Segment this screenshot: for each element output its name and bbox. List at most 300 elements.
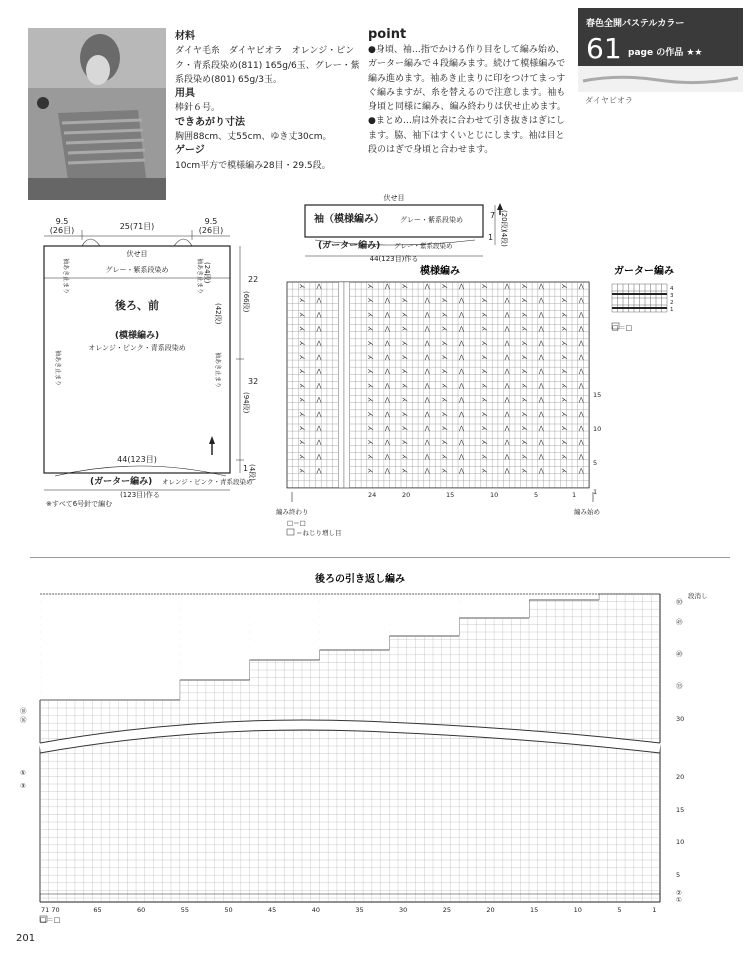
w-left-sts: (26目) — [49, 226, 75, 235]
pattern-symbol: ⋀ — [384, 311, 390, 319]
sleeve-garter-color: グレー・紫系段染め — [394, 242, 453, 250]
gauge-text: 10cm平方で模様編み28目・29.5段。 — [175, 160, 331, 171]
pattern-symbol: ⋀ — [316, 439, 322, 447]
short-row-x-label: 30 — [399, 906, 408, 914]
pattern-symbol: ⋋ — [481, 283, 488, 290]
pattern-symbol: ⋋ — [441, 339, 448, 347]
pattern-symbol: ⋋ — [521, 311, 528, 319]
pattern-symbol: ⋀ — [316, 368, 322, 376]
pattern-symbol: ⋋ — [481, 425, 488, 432]
sr-right-20: 20 — [676, 773, 685, 781]
pattern-symbol: ⋋ — [561, 325, 568, 333]
gauge-heading: ゲージ — [175, 145, 205, 157]
pattern-symbol: ⋀ — [578, 339, 584, 347]
pattern-symbol: ⋋ — [441, 425, 448, 432]
h-22-rows: (66段) — [242, 291, 250, 313]
pattern-symbol: ⋋ — [367, 467, 374, 475]
pattern-symbol: ⋋ — [521, 283, 528, 290]
pattern-symbol: ⋀ — [578, 453, 584, 461]
body-garter-color: オレンジ・ピンク・青系段染め — [162, 478, 253, 486]
pattern-symbol: ⋋ — [481, 410, 488, 418]
pattern-symbol: ⋋ — [441, 439, 448, 447]
pattern-symbol: ⋋ — [481, 453, 488, 461]
badge-page-label: page の作品 ★★ — [628, 48, 703, 58]
pattern-symbol: ⋀ — [459, 339, 464, 347]
pattern-symbol: ⋋ — [299, 354, 306, 361]
gchart-row-2: 2 — [670, 300, 674, 306]
sleeve-color: グレー・紫系段染め — [400, 216, 463, 224]
short-row-x-label: 65 — [93, 906, 102, 914]
sleeve-rows-20: (20段) — [500, 210, 508, 232]
pattern-symbol: ⋋ — [402, 325, 408, 333]
pattern-symbol: ⋀ — [459, 354, 464, 361]
pattern-symbol: ⋀ — [316, 453, 322, 461]
pattern-symbol: ⋀ — [384, 396, 390, 404]
pattern-symbol: ⋋ — [402, 410, 408, 418]
pattern-symbol: ⋋ — [521, 297, 528, 305]
sleeve-rows-4: (4段) — [500, 230, 508, 247]
h-1-rows: (4段) — [248, 464, 256, 481]
sr-right-50: ㊿ — [676, 598, 683, 606]
sr-left-3: ③ — [20, 782, 26, 790]
pattern-symbol: ⋀ — [578, 396, 584, 404]
h-1: 1 — [243, 464, 249, 473]
gchart-row-4: 4 — [670, 286, 674, 292]
pattern-symbol: ⋋ — [521, 410, 528, 418]
pattern-symbol: ⋀ — [578, 425, 584, 432]
pattern-symbol: ⋀ — [538, 410, 544, 418]
pattern-symbol: ⋋ — [367, 283, 374, 290]
pattern-symbol: ⋀ — [424, 439, 430, 447]
pattern-symbol: ⋀ — [316, 467, 322, 475]
pchart-col-5: 5 — [534, 491, 539, 499]
pattern-symbol: ⋋ — [561, 425, 568, 432]
pattern-symbol: ⋋ — [481, 339, 488, 347]
pattern-symbol: ⋀ — [316, 396, 322, 404]
pattern-symbol: ⋋ — [441, 467, 448, 475]
pattern-symbol: ⋋ — [521, 368, 528, 376]
tools-heading: 用具 — [175, 88, 195, 100]
sr-right-5: 5 — [676, 871, 681, 879]
section-divider — [30, 557, 730, 558]
pattern-symbol: ⋋ — [367, 396, 374, 404]
pattern-symbol: ⋋ — [299, 396, 306, 404]
pattern-symbol: ⋀ — [459, 382, 464, 390]
pchart-row-15: 15 — [593, 391, 602, 399]
pattern-symbol: ⋀ — [424, 283, 430, 290]
pattern-symbol: ⋋ — [367, 439, 374, 447]
pattern-symbol: ⋋ — [441, 396, 448, 404]
pattern-symbol: ⋋ — [521, 354, 528, 361]
pattern-symbol: ⋋ — [299, 425, 306, 432]
pattern-symbol: ⋀ — [316, 382, 322, 390]
short-row-x-label: 15 — [530, 906, 539, 914]
pattern-symbol: ⋀ — [384, 439, 390, 447]
short-row-x-label: 35 — [355, 906, 364, 914]
sleeve-opening-left-2: 袖あき止まり — [54, 350, 61, 387]
pattern-symbol: ⋀ — [578, 368, 584, 376]
pattern-symbol: ⋀ — [504, 297, 510, 305]
pattern-symbol: ⋋ — [561, 467, 568, 475]
pattern-symbol: ⋋ — [481, 297, 488, 305]
pattern-symbol: ⋀ — [538, 396, 544, 404]
pattern-symbol: ⋀ — [459, 410, 464, 418]
pattern-symbol: ⋋ — [402, 439, 408, 447]
short-row-x-label: 40 — [311, 906, 320, 914]
pattern-symbol: ⋋ — [367, 311, 374, 319]
pattern-symbol: ⋋ — [441, 453, 448, 461]
pchart-row-1: 1 — [593, 488, 598, 496]
sr-right-10: 10 — [676, 838, 685, 846]
pattern-symbol: ⋋ — [441, 311, 448, 319]
pattern-symbol: ⋋ — [521, 325, 528, 333]
pattern-symbol: ⋀ — [316, 410, 322, 418]
pchart-row-5: 5 — [593, 459, 598, 467]
yarn-label: ダイヤビオラ — [585, 96, 633, 105]
pattern-symbol: ⋋ — [441, 354, 448, 361]
w-left: 9.5 — [55, 217, 69, 226]
pattern-symbol: ⋀ — [316, 325, 322, 333]
pattern-symbol: ⋀ — [459, 453, 464, 461]
pattern-symbol: ⋋ — [299, 339, 306, 347]
pattern-symbol: ⋀ — [538, 283, 544, 290]
pattern-symbol: ⋋ — [299, 325, 306, 333]
pattern-symbol: ⋀ — [578, 297, 584, 305]
w-right-sts: (26目) — [198, 226, 224, 235]
pattern-symbol: ⋀ — [504, 368, 510, 376]
pattern-symbol: ⋋ — [299, 467, 306, 475]
pattern-symbol: ⋀ — [424, 396, 430, 404]
sr-right-1: ① — [676, 896, 682, 904]
pattern-symbol: ⋋ — [481, 396, 488, 404]
pattern-symbol: ⋋ — [521, 396, 528, 404]
short-row-x-label: 10 — [573, 906, 582, 914]
body-pattern-color: オレンジ・ピンク・青系段染め — [88, 344, 186, 352]
rows-24: (24段) — [203, 262, 211, 284]
point-title: point — [368, 27, 407, 42]
pattern-symbol: ⋀ — [578, 410, 584, 418]
pattern-symbol: ⋀ — [504, 354, 510, 361]
pattern-symbol: ⋋ — [367, 297, 374, 305]
h-32: 32 — [248, 377, 259, 386]
dan-keshi: 段消し — [688, 592, 708, 600]
pattern-symbol: ⋀ — [316, 297, 322, 305]
pattern-symbol: ⋋ — [561, 297, 568, 305]
pchart-legend-2: ＝ねじり増し目 — [296, 529, 342, 537]
pattern-symbol: ⋋ — [521, 382, 528, 390]
pattern-symbol: ⋀ — [316, 339, 322, 347]
h-32-rows: (94段) — [242, 392, 250, 414]
gchart-row-1: 1 — [670, 307, 674, 313]
pattern-symbol: ⋀ — [504, 453, 510, 461]
pattern-symbol: ⋋ — [521, 467, 528, 475]
pattern-symbol: ⋋ — [481, 325, 488, 333]
pattern-symbol: ⋀ — [504, 410, 510, 418]
pattern-symbol: ⋀ — [424, 297, 430, 305]
pattern-symbol: ⋋ — [441, 410, 448, 418]
pattern-symbol: ⋋ — [299, 297, 306, 305]
pattern-symbol: ⋀ — [459, 311, 464, 319]
pattern-symbol: ⋋ — [561, 382, 568, 390]
pattern-symbol: ⋋ — [561, 453, 568, 461]
pattern-symbol: ⋀ — [504, 439, 510, 447]
pattern-symbol: ⋀ — [538, 467, 544, 475]
pattern-symbol: ⋋ — [481, 311, 488, 319]
pattern-symbol: ⋀ — [578, 382, 584, 390]
pattern-symbol: ⋋ — [561, 354, 568, 361]
bottom-width: 44(123目) — [117, 455, 157, 464]
short-row-title: 後ろの引き返し編み — [315, 574, 405, 585]
pattern-symbol: ⋋ — [299, 382, 306, 390]
pattern-symbol: ⋀ — [459, 425, 464, 432]
size-heading: できあがり寸法 — [175, 116, 245, 128]
pattern-symbol: ⋀ — [504, 311, 510, 319]
pattern-symbol: ⋀ — [384, 410, 390, 418]
sr-right-30: 30 — [676, 715, 685, 723]
sr-right-40: ㊵ — [676, 650, 683, 658]
pattern-symbol: ⋋ — [402, 297, 408, 305]
gchart-legend: □＝□ — [612, 324, 633, 332]
pattern-symbol: ⋀ — [424, 339, 430, 347]
gchart-row-3: 3 — [670, 293, 674, 299]
pattern-symbol: ⋀ — [424, 368, 430, 376]
pattern-symbol: ⋋ — [521, 339, 528, 347]
pattern-symbol: ⋀ — [538, 425, 544, 432]
pchart-start-label: 編み始め — [574, 508, 600, 516]
pattern-symbol: ⋀ — [459, 325, 464, 333]
body-garter: (ガーター編み) — [90, 477, 153, 487]
w-mid: 25(71目) — [119, 222, 155, 231]
pattern-symbol: ⋀ — [459, 297, 464, 305]
pchart-row-10: 10 — [593, 425, 602, 433]
size-text: 胸囲88cm、丈55cm、ゆき丈30cm。 — [175, 132, 332, 143]
pattern-symbol: ⋋ — [521, 453, 528, 461]
pattern-symbol: ⋋ — [299, 311, 306, 319]
pattern-symbol: ⋋ — [402, 283, 408, 290]
sr-right-2: ② — [676, 889, 682, 897]
gray-stripe-label: グレー・紫系段染め — [105, 266, 169, 274]
bind-off-label: 伏せ目 — [126, 250, 148, 258]
pattern-symbol: ⋀ — [504, 425, 510, 432]
pattern-symbol: ⋋ — [367, 354, 374, 361]
sleeve-bind-off: 伏せ目 — [383, 194, 405, 202]
pattern-symbol: ⋋ — [367, 410, 374, 418]
pattern-symbol: ⋀ — [384, 354, 390, 361]
sleeve-title: 袖（模様編み） — [314, 214, 384, 225]
sr-left-16: ⑯ — [20, 716, 27, 724]
pchart-col-1: 1 — [572, 491, 577, 499]
short-row-chart — [0, 560, 750, 930]
pattern-symbol: ⋀ — [504, 325, 510, 333]
pattern-symbol: ⋋ — [299, 453, 306, 461]
pattern-symbol: ⋋ — [402, 368, 408, 376]
pattern-symbol: ⋋ — [521, 439, 528, 447]
body-cast-on: (123目)作る — [120, 491, 160, 499]
pattern-symbol: ⋀ — [424, 311, 430, 319]
pattern-symbol: ⋋ — [561, 368, 568, 376]
pattern-symbol: ⋋ — [367, 368, 374, 376]
pattern-symbol: ⋀ — [384, 382, 390, 390]
pattern-symbol: ⋀ — [504, 382, 510, 390]
garter-chart-grid — [612, 284, 667, 329]
pattern-symbol: ⋋ — [299, 368, 306, 376]
sr-left-5: ⑤ — [20, 769, 26, 777]
pattern-symbol: ⋀ — [384, 297, 390, 305]
pattern-symbol: ⋋ — [402, 354, 408, 361]
pattern-symbol: ⋋ — [367, 339, 374, 347]
pattern-symbol: ⋀ — [538, 339, 544, 347]
pchart-col-10: 10 — [490, 491, 499, 499]
pattern-symbol: ⋀ — [384, 339, 390, 347]
pattern-symbol: ⋀ — [538, 297, 544, 305]
pattern-symbol: ⋀ — [424, 467, 430, 475]
sleeve-h1: 1 — [488, 233, 494, 242]
body-pattern: (模様編み) — [114, 331, 160, 341]
pattern-symbol: ⋀ — [316, 425, 322, 432]
sleeve-h7: 7 — [490, 211, 496, 220]
pattern-symbol: ⋀ — [424, 425, 430, 432]
pattern-symbol: ⋋ — [561, 283, 568, 290]
pattern-symbol: ⋋ — [299, 439, 306, 447]
tools-text: 棒針６号。 — [175, 103, 221, 114]
short-row-legend: □＝□ — [40, 916, 61, 924]
sr-right-45: ㊺ — [676, 618, 683, 626]
pattern-symbol: ⋀ — [424, 354, 430, 361]
sr-right-35: ㉟ — [676, 682, 683, 690]
pchart-legend-1: □＝□ — [287, 519, 306, 527]
pattern-symbol: ⋋ — [481, 439, 488, 447]
sleeve-opening-right-2: 袖あき止まり — [214, 352, 221, 389]
pattern-symbol: ⋀ — [459, 396, 464, 404]
pattern-symbol: ⋀ — [578, 467, 584, 475]
needle-note: ※すべて6号針で編む — [46, 500, 113, 508]
pattern-symbol: ⋀ — [578, 311, 584, 319]
h-22: 22 — [248, 275, 259, 284]
pattern-symbol: ⋀ — [316, 283, 322, 290]
pchart-end-label: 編み終わり — [276, 508, 309, 516]
pattern-symbol: ⋀ — [459, 439, 464, 447]
sleeve-garter: (ガーター編み) — [318, 241, 381, 251]
badge-title: 春色全開パステルカラー — [586, 19, 685, 29]
short-row-x-label: 45 — [268, 906, 277, 914]
materials-text: ダイヤ毛糸 ダイヤビオラ オレンジ・ピンク・青系段染め(811) 165g/6玉、グレー・紫系段染め(801) 65g/3玉。 — [175, 46, 360, 85]
pattern-symbol: ⋀ — [538, 368, 544, 376]
pattern-symbol: ⋀ — [538, 382, 544, 390]
pattern-symbol: ⋀ — [316, 354, 322, 361]
point-text-2: ●まとめ…肩は外表に合わせて引き抜きはぎにします。脇、袖下はすくいとじにします。袖は目と段のはぎで身頃と合わせます。 — [368, 116, 565, 156]
short-row-x-label: 20 — [486, 906, 495, 914]
pattern-symbol: ⋋ — [481, 467, 488, 475]
pattern-symbol: ⋋ — [402, 425, 408, 432]
pattern-symbol: ⋋ — [441, 382, 448, 390]
pchart-col-24: 24 — [368, 491, 377, 499]
short-row-grid — [40, 594, 660, 902]
short-row-x-label: 50 — [224, 906, 233, 914]
pattern-symbol: ⋋ — [402, 311, 408, 319]
short-row-x-label: 60 — [137, 906, 146, 914]
sr-left-18: ⑱ — [20, 707, 27, 715]
pattern-symbol: ⋀ — [578, 439, 584, 447]
pchart-col-20: 20 — [402, 491, 411, 499]
pattern-symbol: ⋋ — [367, 325, 374, 333]
pattern-symbol: ⋋ — [402, 467, 408, 475]
pattern-symbol: ⋀ — [384, 368, 390, 376]
pattern-symbol: ⋋ — [441, 283, 448, 290]
pattern-symbol: ⋀ — [384, 453, 390, 461]
pattern-symbol: ⋋ — [481, 382, 488, 390]
pattern-symbol: ⋋ — [561, 439, 568, 447]
pattern-symbol: ⋋ — [521, 425, 528, 432]
pattern-symbol: ⋀ — [538, 453, 544, 461]
pattern-symbol: ⋋ — [367, 453, 374, 461]
badge-number: 61 — [586, 32, 622, 65]
pattern-symbol: ⋀ — [504, 467, 510, 475]
pattern-symbol: ⋋ — [402, 453, 408, 461]
body-title: 後ろ、前 — [115, 299, 159, 312]
w-right: 9.5 — [204, 217, 218, 226]
sleeve-opening-right: 袖あき止まり — [196, 258, 203, 295]
pattern-symbol: ⋋ — [441, 297, 448, 305]
pattern-symbol: ⋀ — [504, 283, 510, 290]
pattern-symbol: ⋋ — [481, 354, 488, 361]
pattern-symbol: ⋋ — [299, 283, 306, 290]
page-number: 201 — [16, 933, 36, 944]
sleeve-opening-left: 袖あき止まり — [62, 258, 69, 295]
pattern-chart-title: 模様編み — [420, 266, 460, 277]
pattern-symbol: ⋀ — [384, 283, 390, 290]
pattern-symbol: ⋋ — [402, 339, 408, 347]
pattern-symbol: ⋋ — [367, 425, 374, 432]
pattern-symbol: ⋀ — [316, 311, 322, 319]
pattern-symbol: ⋀ — [578, 325, 584, 333]
pattern-symbol: ⋀ — [384, 325, 390, 333]
pattern-symbol: ⋋ — [402, 382, 408, 390]
pattern-symbol: ⋋ — [561, 410, 568, 418]
pattern-symbol: ⋀ — [384, 467, 390, 475]
pattern-symbol: ⋀ — [504, 339, 510, 347]
short-row-x-label: 71 70 — [41, 906, 60, 914]
pattern-symbol: ⋋ — [561, 311, 568, 319]
point-text-1: ●身頃、袖…指でかける作り目をして編み始め、ガーター編みで４段編みます。続けて模様編みで編み進めます。袖あき止まりに印をつけてまっすぐ編みますが、糸を替えるので注意します。袖も身頃と同様に編み、編み終わりは伏せ止めます。 — [368, 45, 566, 113]
pattern-symbol: ⋀ — [424, 453, 430, 461]
pattern-symbol: ⋀ — [538, 439, 544, 447]
pattern-symbol: ⋀ — [538, 311, 544, 319]
short-row-x-label: 1 — [652, 906, 657, 914]
pattern-symbol: ⋀ — [459, 368, 464, 376]
pattern-symbol: ⋀ — [538, 354, 544, 361]
pattern-symbol: ⋀ — [384, 425, 390, 432]
pattern-symbol: ⋀ — [459, 467, 464, 475]
pattern-symbol: ⋀ — [424, 410, 430, 418]
pchart-col-15: 15 — [446, 491, 455, 499]
pattern-symbol: ⋀ — [578, 354, 584, 361]
pattern-symbol: ⋀ — [459, 283, 464, 290]
rows-42: (42段) — [214, 303, 222, 325]
materials-heading: 材料 — [175, 31, 195, 42]
pattern-symbol: ⋋ — [561, 339, 568, 347]
pattern-symbol: ⋋ — [441, 368, 448, 376]
pattern-symbol: ⋀ — [538, 325, 544, 333]
sleeve-cast-on: 44(123目)作る — [369, 255, 419, 263]
pattern-symbol: ⋋ — [367, 382, 374, 390]
pattern-symbol: ⋋ — [481, 368, 488, 376]
short-row-x-label: 5 — [617, 906, 622, 914]
pattern-chart-grid — [287, 282, 589, 488]
pattern-symbol: ⋋ — [299, 410, 306, 418]
pattern-symbol: ⋀ — [424, 382, 430, 390]
pattern-symbol: ⋀ — [504, 396, 510, 404]
sr-right-15: 15 — [676, 806, 685, 814]
